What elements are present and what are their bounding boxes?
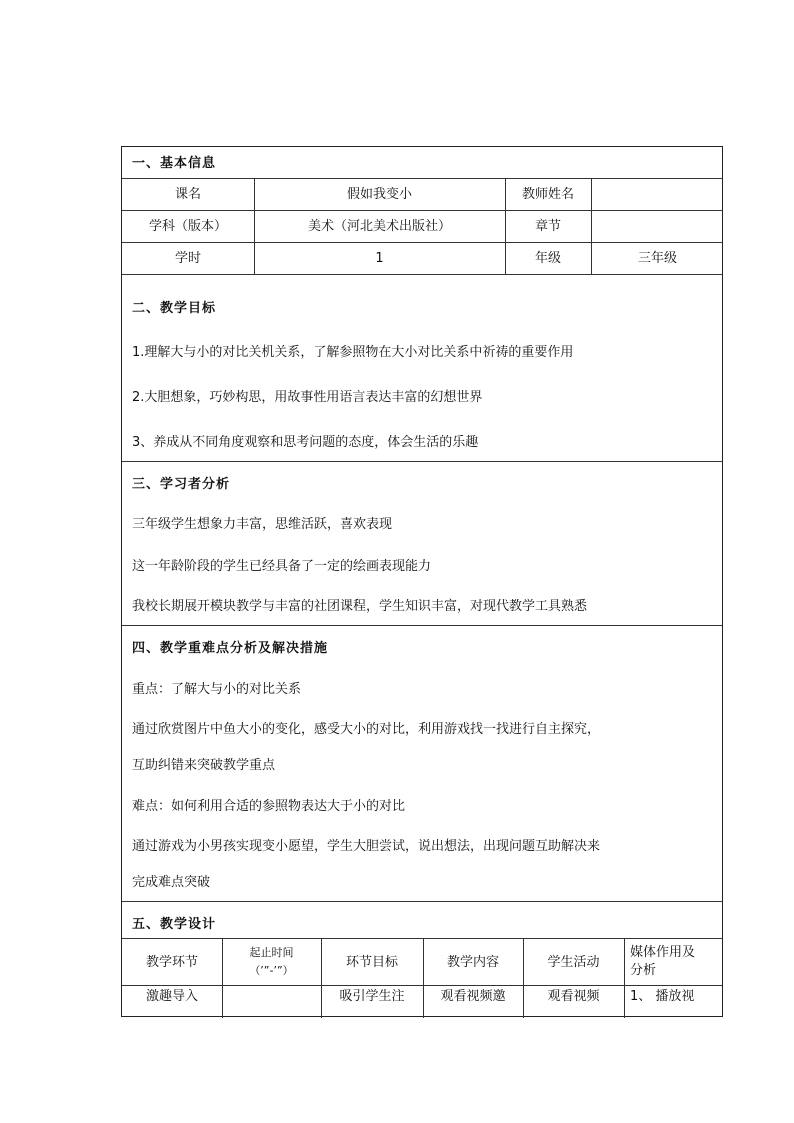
lesson-plan-form: [121, 146, 723, 1017]
objective-item: 3、养成从不同角度观察和思考问题的态度，体会生活的乐趣: [132, 435, 479, 450]
difficult-method-line: 通过游戏为小男孩实现变小愿望，学生大胆尝试，说出想法，出现问题互助解决来: [132, 839, 601, 854]
header-activity: 学生活动: [547, 955, 600, 970]
grade-label: 年级: [534, 251, 561, 266]
divider: [423, 938, 424, 1018]
teacher-name-label: 教师姓名: [521, 187, 574, 202]
divider: [523, 938, 524, 1018]
objective-item: 1.理解大与小的对比关机关系，了解参照物在大小对比关系中祈祷的重要作用: [132, 345, 574, 360]
section-title-objectives: 二、教学目标: [132, 301, 217, 316]
hours-label: 学时: [174, 251, 201, 266]
objective-item: 2.大胆想象，巧妙构思，用故事性用语言表达丰富的幻想世界: [132, 390, 483, 405]
grade-value: 三年级: [637, 251, 677, 266]
difficult-point: 难点：如何利用合适的参照物表达大于小的对比: [132, 799, 406, 814]
divider: [122, 210, 722, 211]
header-time-format: （’”-’”）: [249, 964, 294, 977]
header-time: 起止时间: [249, 946, 294, 959]
key-method-line: 互助纠错来突破教学重点: [132, 758, 276, 773]
row-media: 1、 播放视: [630, 989, 695, 1004]
difficult-method-line: 完成难点突破: [132, 875, 211, 890]
header-media: 媒体作用及: [630, 945, 696, 960]
row-phase: 激趣导入: [145, 989, 198, 1004]
learner-item: 我校长期展开模块教学与丰富的社团课程，学生知识丰富，对现代教学工具熟悉: [132, 599, 588, 614]
subject-label: 学科（版本）: [148, 219, 227, 234]
subject-value: 美术（河北美术出版社）: [307, 219, 451, 234]
section-title-teaching-design: 五、教学设计: [132, 917, 217, 932]
divider: [624, 938, 625, 1018]
course-name-label: 课名: [174, 187, 201, 202]
hours-value: 1: [375, 251, 384, 266]
key-point: 重点：了解大与小的对比关系: [132, 682, 302, 697]
learner-item: 这一年龄阶段的学生已经具备了一定的绘画表现能力: [132, 559, 432, 574]
row-content: 观看视频邀: [440, 989, 506, 1004]
divider: [122, 178, 722, 179]
row-goal: 吸引学生注: [339, 989, 405, 1004]
divider: [122, 625, 722, 626]
section-title-learner-analysis: 三、学习者分析: [132, 477, 231, 492]
course-name-value: 假如我变小: [346, 187, 412, 202]
divider: [122, 242, 722, 243]
header-goal: 环节目标: [345, 955, 398, 970]
divider: [122, 938, 722, 939]
key-method-line: 通过欣赏图片中鱼大小的变化，感受大小的对比，利用游戏找一找进行自主探究，: [132, 722, 601, 737]
learner-item: 三年级学生想象力丰富，思维活跃，喜欢表现: [132, 517, 393, 532]
divider: [122, 461, 722, 462]
divider: [122, 901, 722, 902]
section-title-basic-info: 一、基本信息: [132, 156, 217, 171]
chapter-label: 章节: [534, 219, 561, 234]
header-media-analysis: 分析: [630, 963, 657, 978]
divider: [321, 938, 322, 1018]
section-title-key-points: 四、教学重难点分析及解决措施: [132, 641, 329, 656]
row-activity: 观看视频: [547, 989, 600, 1004]
divider: [122, 985, 722, 986]
header-content: 教学内容: [446, 955, 499, 970]
divider: [122, 274, 722, 275]
header-phase: 教学环节: [145, 955, 198, 970]
